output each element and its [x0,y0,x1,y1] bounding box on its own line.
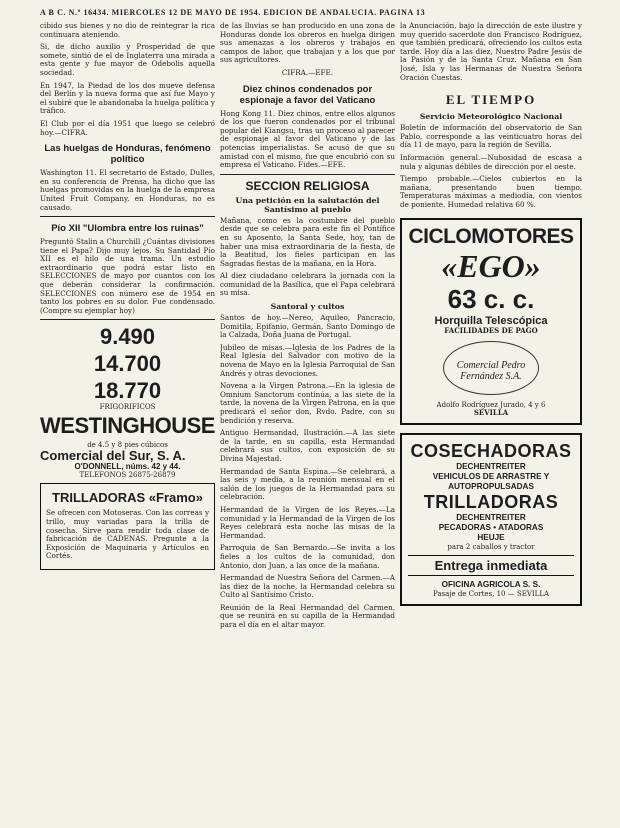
paragraph: Boletín de información del observatorio de San Pablo, corresponde a las veinticuatro horas del día 11 de mayo, para la región de Sevilla. [400,123,582,150]
paragraph: Si, de dicho auxilio y Prosperidad de que somete, sintió de el de Inglaterra una mirada a esta gente y fue mayor de Odebolis aquella sociedad. [40,42,215,77]
ad-address2: Pasaje de Cortes, 10 — SEVILLA [432,589,550,598]
paragraph: El Club por el día 1951 que luego se celebró hoy.—CIFRA. [40,118,215,137]
ad-brand: WESTINGHOUSE [40,413,215,439]
ad-ciclomotores [400,218,582,425]
ad-entrega: Entrega inmediata [408,555,574,576]
ad-address: O'DONNELL, núms. 42 y 44. [74,462,181,472]
paragraph: Hermandad de la Virgen de los Reyes.—La comunidad y la Hermandad de la Virgen de los Reyes celebrará esta noche las misas de la Hermandad. [220,504,395,540]
paragraph: Hong Kong 11. Diez chinos, entre ellos algunos de los que fueron condenados por el tribunal popular del Kiangsu, tras un proceso al parecer de espionaje al favor del Vaticano y de las potencias imperialistas. Se acusó de que su amistad con el mismo, fue que encubrió con su empresa el Vaticano. Fides.—EFE. [220,108,395,170]
paragraph: la Anunciación, bajo la dirección de este ilustre y muy querido sacerdote don Francisco Rodríguez, que también predicará, ofreciendo los cultos esta tarde. Hoy día a las diez, Nuestro Padre Jesús de la Pasión y de la Santa Cruz. Mañana en San José, Isla y las Hermanas de Nuestra Señora Oración Cuestas. [400,22,582,82]
logo-text: Comercial Pedro Fernández S.A. [456,359,526,382]
paragraph: Reunión de la Real Hermandad del Carmen, que se reunirá en su capilla de la Hermandad para el día en el altar mayor. [220,602,395,630]
paragraph: cibido sus bienes y no dio de reintegrar la rica continuara ateniendo. [40,22,215,39]
column-left [40,22,215,574]
paragraph: Mañana, como es la costumbre del pueblo desde que se celebra para este fin el Pontífice en su Aposento, la Santa Sede, hoy, tan de haber una misa extraordinaria de la fiesta, de la Beatitud, los fieles participan en las Sagradas fiestas de la mañana, en la Hora. [220,215,395,268]
ad-heuj: HEUJE [477,532,505,542]
ad-veh: VEHICULOS DE ARRASTRE Y AUTOPROPULSADAS [432,471,550,491]
divider [220,174,395,175]
ad-ego: «EGO» [441,247,541,284]
ad-city: SEVILLA [473,407,509,417]
headline-peticion: Una petición en la salutación del Santísimo al pueblo [235,195,380,214]
paragraph: Novena a la Virgen Patrona.—En la iglesia de Omnium Sanctorum continúa, a las siete de la tarde, la novena de la Virgen Patrona, en la que predicará el señor don, Rvdo. Padre, con su bendición y reserva. [220,381,395,425]
ad-oficina: OFICINA AGRICOLA S. S. [441,579,541,589]
headline-santoral: Santoral y cultos [270,302,345,312]
column-middle [220,22,395,634]
ad-cos-title: COSECHADORAS [410,440,572,461]
headline-tiempo: EL TIEMPO [445,92,537,108]
ad-address: Adolfo Rodríguez Jurado, 4 y 6 [436,400,546,409]
price-2: 14.700 [93,351,162,377]
paragraph: Jubileo de misas.—Iglesia de los Padres de la Real Iglesia del Salvador con motivo de la novena de Mayo en la Iglesia Parroquial de San Andrés y otras devociones. [220,342,395,378]
ad-pies: de 4.5 y 8 pies cúbicos [87,441,168,450]
divider [40,319,215,320]
paragraph: Hermandad de Santa Espina.—Se celebrará, a las seis y media, a la reunión mensual en el salón de los juegos de la Hermandad para su celebración. [220,466,395,502]
headline-honduras: Las huelgas de Honduras, fenómeno político [44,143,211,166]
ad-facilidades: FACILIDADES DE PAGO [444,325,538,335]
ad-deck: DECHENTREITER [456,461,526,471]
ad-deck2: DECHENTREITER [456,512,526,522]
price-3: 18.770 [93,378,162,404]
paragraph: Al diez ciudadano celebrara la jornada con la comunidad de la Basílica, que el Papa celebrará su misa. [220,271,395,298]
ad-cosechadoras [400,433,582,606]
ad-horquilla: Horquilla Telescópica [434,314,548,327]
paragraph: Se ofrecen con Motoseras. Con las correas y trillo, muy variadas para la trilla de cosecha. Sirve para rendir toda clase de fabricación de CADENAS. Pregunte a la Exposición de Maquinaria y Artículos en Cortés. [46,508,209,561]
ad-cc: 63 c. c. [447,283,535,314]
ad-frig: FRIGORIFICOS [99,403,156,412]
ad-company: Comercial del Sur, S. A. [40,448,186,464]
paragraph: CIFRA.—EFE. [281,67,334,77]
paragraph: Preguntó Stalin a Churchill ¿Cuántas divisiones tiene el Papa? Dijo muy lejos. Su Santidad Pío XII es el hilo de una trama. Un estudio extraordinario que podrá estar listo en SELECCIONES de mayo por cuantos con los que deberán considerar la confirmación. SELECCIONES con número ese de 1954 en tanto los pobres en su dolor. Fue condensado. (Compre su ejemplar hoy) [40,237,215,315]
ad-tril-title: TRILLADORAS [423,491,559,512]
page-header: A B C. N.º 16434. MIERCOLES 12 DE MAYO DE 1954. EDICION DE ANDALUCIA. PAGINA 13 [40,8,426,17]
paragraph: Información general.—Nubosidad de escasa a nula y algunas débiles de dirección por el oeste. [400,152,582,171]
paragraph: Santos de hoy.—Nereo, Aquileo, Pancracio, Domitila, Epifanio, Germán, Santo Domingo de la Calzada, Doña Juana de Portugal. [220,313,395,340]
paragraph: Parroquia de San Bernardo.—Se invita a los fieles a los cultos de la comunidad, don Antonio, don Juan, a las once de la mañana. [220,543,395,570]
subheadline-servicio: Servicio Meteorológico Nacional [419,112,563,122]
headline-chinos: Diez chinos condenados por espionaje a favor del Vaticano [239,83,376,106]
paragraph: Washington 11. El secretario de Estado, Dulles, en su conferencia de Prensa, ha dicho que las huelgas promovidas en la huelga de la empresa United Fruit Company, en Honduras, no es causado. [40,168,215,212]
column-right [400,22,582,606]
ad-pec: PECADORAS • ATADORAS [438,522,544,532]
paragraph: En 1947, la Piedad de los dos mueve defensa del Berlín y la nueva forma que así fue Mayo y el subiré que le abandonaba la huelga política y tráfico. [40,80,215,116]
price-1: 9.490 [99,324,156,350]
ad-ciclo-title: CICLOMOTORES [408,224,574,248]
ad-trill-title: TRILLADORAS «Framo» [52,490,203,506]
divider [40,216,215,217]
paragraph: Antiguo Hermandad, Ilustración.—A las siete de la tarde, en su capilla, esta Hermandad celebrará sus cultos, con exposición de su Divina Majestad. [220,428,395,463]
ad-telephone: TELEFONOS 26875-26879 [79,471,176,480]
ad-bot: para 2 caballos y tractor [447,542,535,551]
paragraph: Tiempo probable.—Cielos cubiertos en la mañana, presentando buen tiempo. Temperaturas máximas a mediodía, con vientos de poniente. Humedad relativa 60 %. [400,174,582,209]
ad-trilladoras-framo [40,483,215,570]
paragraph: de las lluvias se han producido en una zona de Honduras donde los obreros en huelga dirigen sus amenazas a los obreros y trabajos en campos de labor, que trabajan y a los que por sus agricultores. [220,22,395,65]
headline-seccion: SECCION RELIGIOSA [245,178,370,193]
headline-pio: Pío XII "Ulombra entre los ruinas" [51,223,204,235]
company-logo [443,341,539,395]
paragraph: Hermandad de Nuestra Señora del Carmen.—A las diez de la noche, la Hermandad celebra su Culto al Santísimo Cristo. [220,573,395,600]
